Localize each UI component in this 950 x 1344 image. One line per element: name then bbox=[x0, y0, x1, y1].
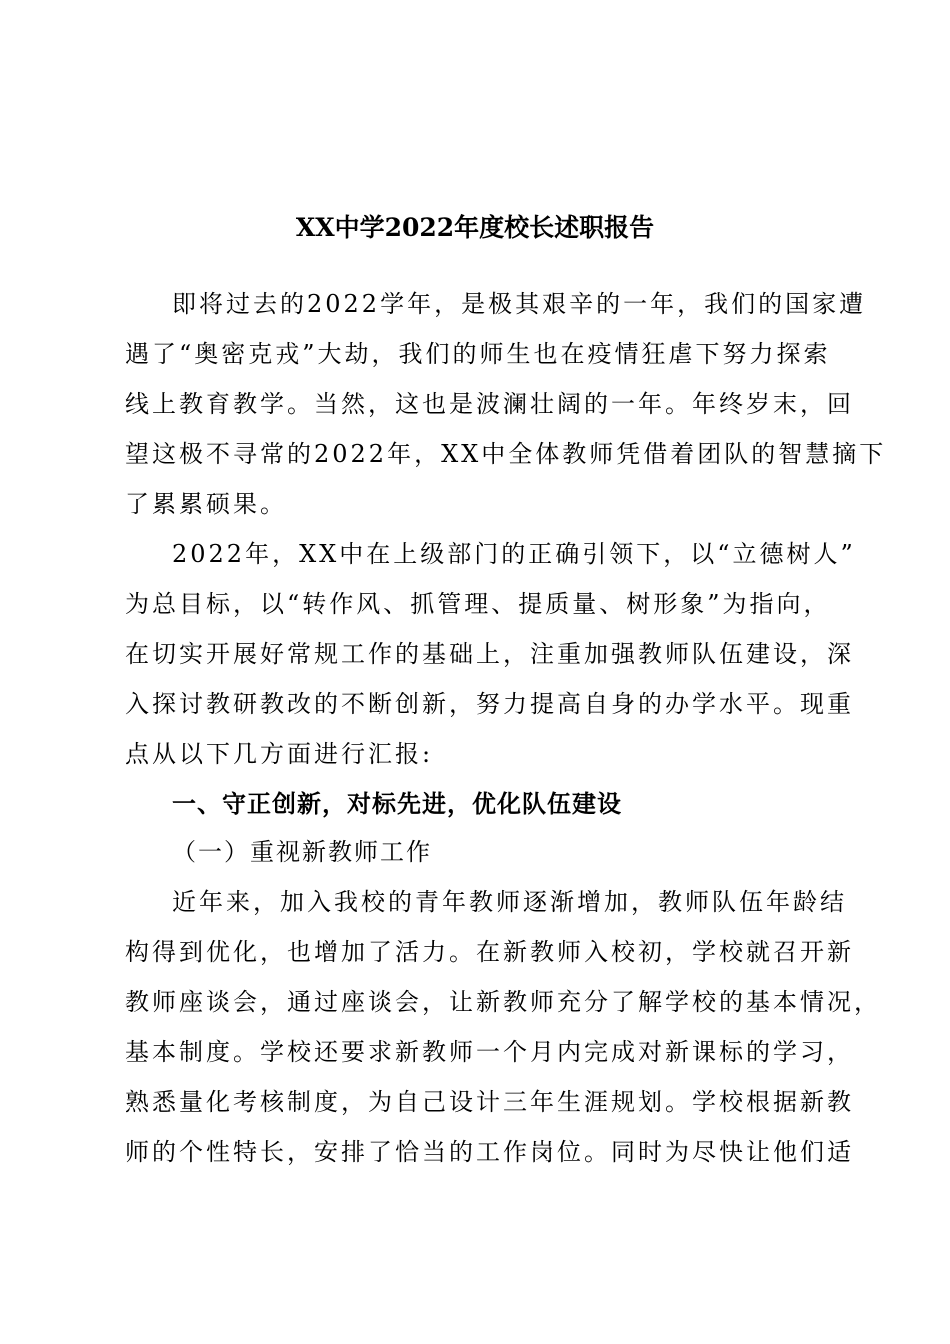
paragraph-2-line-3: 在切实开展好常规工作的基础上，注重加强教师队伍建设，深 bbox=[125, 640, 854, 668]
paragraph-1-line-3: 线上教育教学。当然，这也是波澜壮阔的一年。年终岁末，回 bbox=[125, 390, 854, 418]
paragraph-1-line-4: 望这极不寻常的2022年，XX中全体教师凭借着团队的智慧摘下 bbox=[125, 440, 887, 468]
document-title: XX中学2022年度校长述职报告 bbox=[295, 213, 655, 242]
paragraph-3-line-2: 构得到优化，也增加了活力。在新教师入校初，学校就召开新 bbox=[125, 938, 854, 966]
paragraph-1-line-5: 了累累硕果。 bbox=[125, 490, 287, 518]
paragraph-3-line-6: 师的个性特长，安排了恰当的工作岗位。同时为尽快让他们适 bbox=[125, 1138, 854, 1166]
paragraph-3-line-1: 近年来，加入我校的青年教师逐渐增加，教师队伍年龄结 bbox=[172, 888, 847, 916]
paragraph-3-line-3: 教师座谈会，通过座谈会，让新教师充分了解学校的基本情况， bbox=[125, 988, 881, 1016]
section-heading-1: 一、守正创新，对标先进，优化队伍建设 bbox=[172, 790, 622, 818]
paragraph-3-line-5: 熟悉量化考核制度，为自己设计三年生涯规划。学校根据新教 bbox=[125, 1088, 854, 1116]
paragraph-2-line-2: 为总目标，以“转作风、抓管理、提质量、树形象”为指向， bbox=[125, 590, 831, 618]
paragraph-3-line-4: 基本制度。学校还要求新教师一个月内完成对新课标的学习， bbox=[125, 1038, 854, 1066]
subsection-heading-1: （一）重视新教师工作 bbox=[172, 838, 432, 866]
paragraph-2-line-1: 2022年，XX中在上级部门的正确引领下，以“立德树人” bbox=[172, 540, 856, 568]
paragraph-2-line-4: 入探讨教研教改的不断创新，努力提高自身的办学水平。现重 bbox=[125, 690, 854, 718]
paragraph-1-line-1: 即将过去的2022学年，是极其艰辛的一年，我们的国家遭 bbox=[172, 290, 867, 318]
paragraph-1-line-2: 遇了“奥密克戎”大劫，我们的师生也在疫情狂虐下努力探索 bbox=[125, 340, 831, 368]
paragraph-2-line-5: 点从以下几方面进行汇报: bbox=[125, 740, 434, 768]
